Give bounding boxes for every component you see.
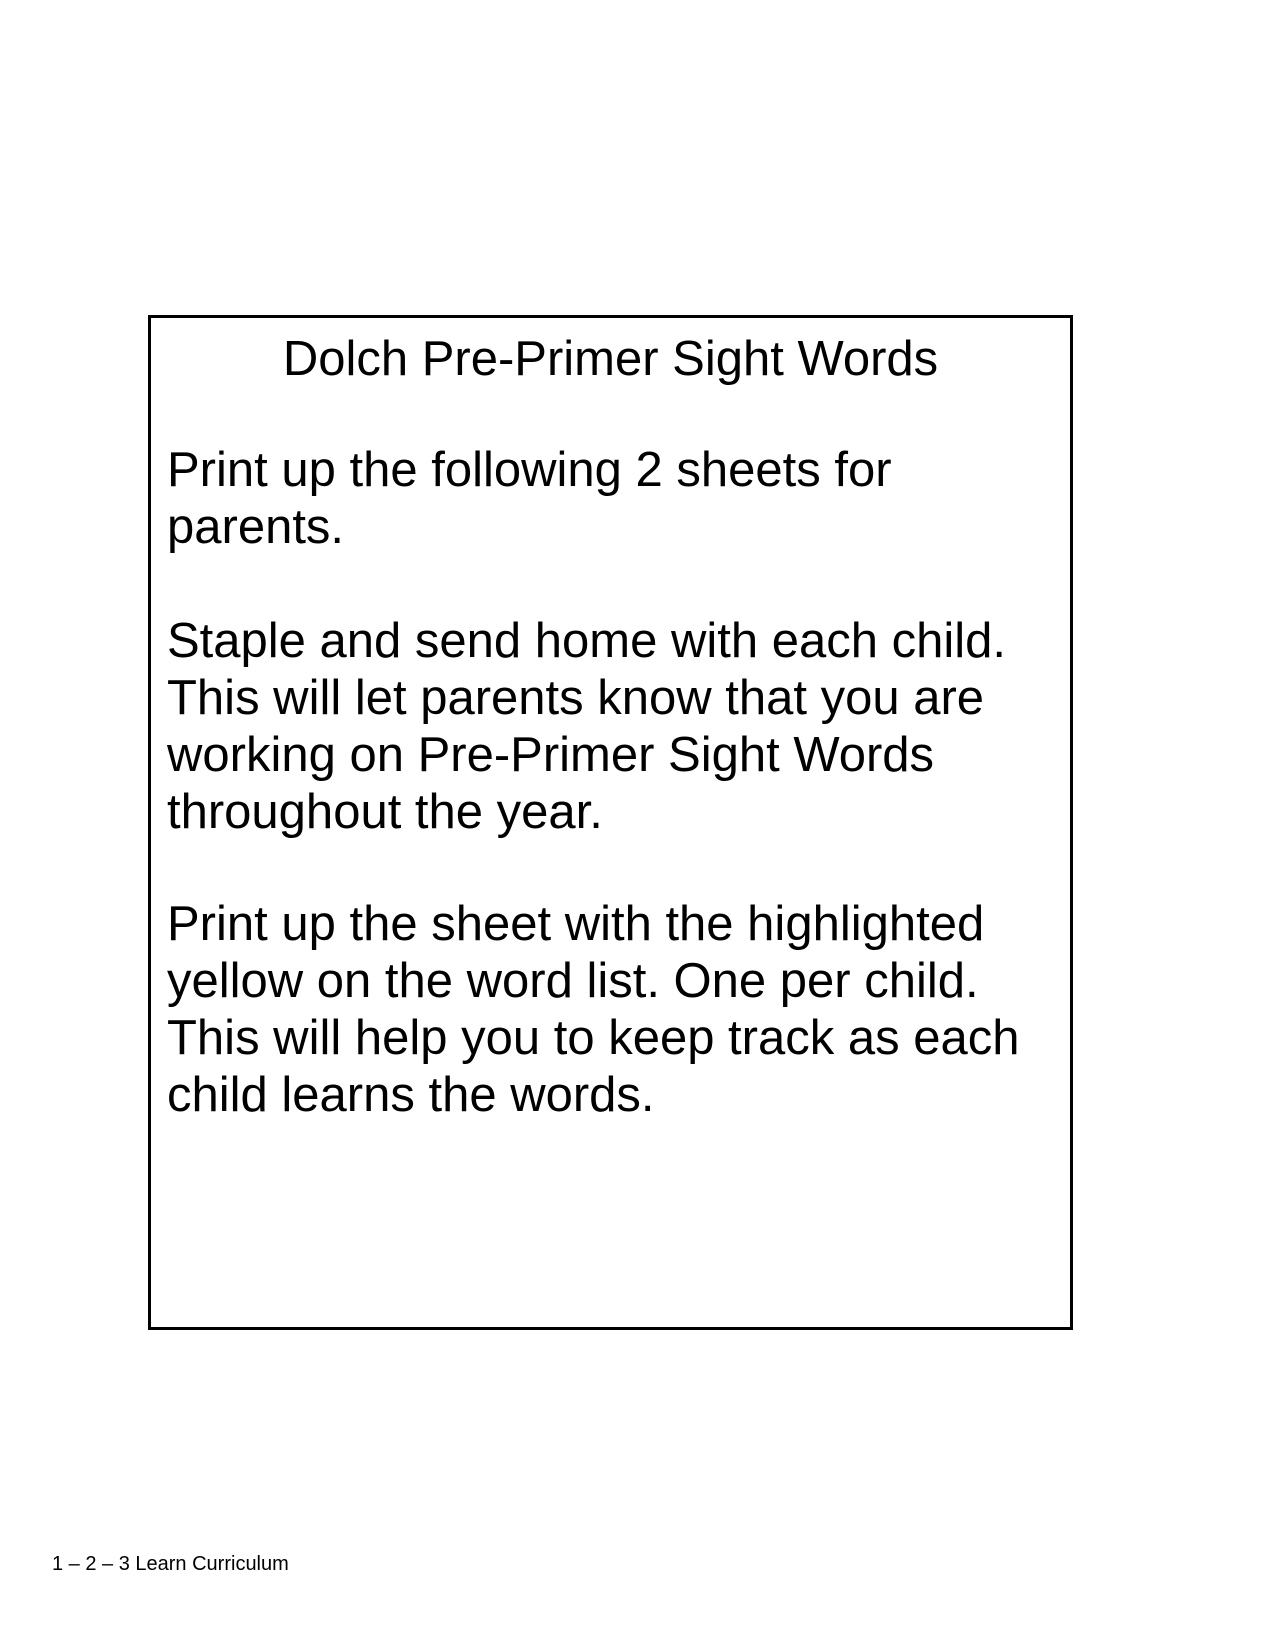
instruction-box [148,315,1073,1330]
paragraph-staple-send-home [167,613,1060,841]
paragraph-line: This will let parents know that you are [167,671,985,725]
paragraph-line: This will help you to keep track as each [167,1011,1020,1065]
page-title: Dolch Pre-Primer Sight Words [282,332,939,386]
paragraph-line: working on Pre-Primer Sight Words [167,728,935,782]
paragraph-line: throughout the year. [167,785,603,839]
paragraph-line: Staple and send home with each child. [167,614,1006,668]
paragraph-line: yellow on the word list. One per child. [167,954,979,1008]
paragraph-line: Print up the sheet with the highlighted [167,897,985,951]
page-footer: 1 – 2 – 3 Learn Curriculum [52,1553,289,1575]
paragraph-print-parent-sheets [167,442,1060,556]
paragraph-line: child learns the words. [167,1068,655,1122]
paragraph-line: parents. [167,500,345,554]
paragraph-line: Print up the following 2 sheets for [167,443,892,497]
paragraph-highlighted-sheet [167,896,1060,1124]
